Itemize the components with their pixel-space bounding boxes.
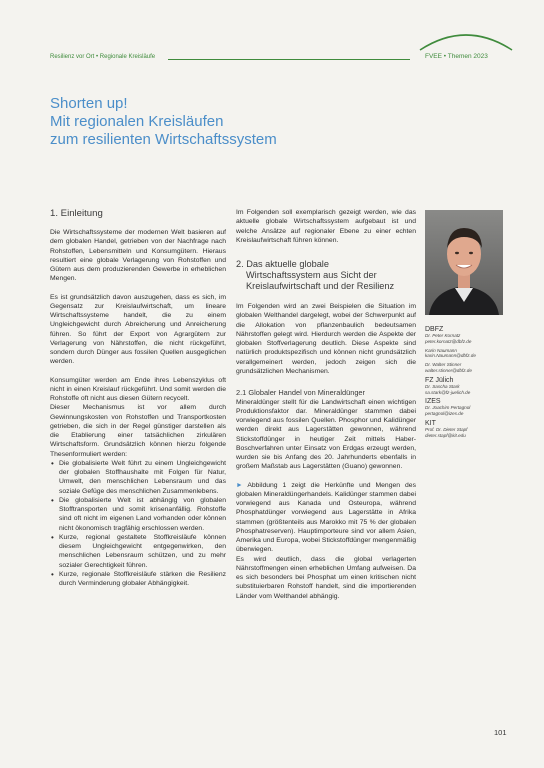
list-item: • Kurze, regional gestaltete Stoffkreisläufe können diesem Ungleichgewicht entgegenwirken, den menschlichen Lebensraum schützen, und zu mehr sozialer Gerechtigkeit führen.: [50, 533, 226, 570]
running-header-left: Resilienz vor Ort • Regionale Kreisläufe: [50, 54, 156, 60]
header-rule: [168, 59, 410, 60]
heading-line: Wirtschaftssystem aus Sicht der: [246, 270, 377, 280]
paragraph: Konsumgüter werden am Ende ihres Lebenszyklus oft nicht in einen Kreislauf rückgeführt. Und somit werden die Rohstoffe oft nicht aus diesen Gütern recycelt.: [50, 376, 226, 402]
author-org: DBFZ: [425, 326, 444, 333]
author-email: karin.Naumann@dbfz.de: [425, 353, 476, 359]
author-org: IZES: [425, 398, 441, 406]
heading-line: Kreislaufwirtschaft und der Resilienz: [246, 281, 395, 291]
running-header-right: FVEE • Themen 2023: [425, 53, 488, 60]
page-number: 101: [494, 728, 507, 737]
author-entry: [425, 427, 515, 439]
author-entry: [425, 384, 515, 396]
title-line-3: zum resilienten Wirtschaftssystem: [50, 131, 277, 148]
paragraph: Es ist grundsätzlich davon auszugehen, dass es sich, im Gegensatz zur Kreislaufwirtschaft, um lineare Wirtschaftssysteme handelt, die zu einem Ungleichgewicht durch Abreicherung und Anreicherung führen. So führt der Export von Agrargütern zur Verlagerung von Nährstoffen, die nicht rückgeführt, sondern durch Dünger aus fossilen Quellen ausgeglichen werden.: [50, 293, 226, 366]
paragraph: Im Folgenden wird an zwei Beispielen die Situation im globalen Welthandel dargelegt, wobei der Schwerpunkt auf die Allokation von pflanzenbaulich bedeutsamen Nährstoffen gelegt wird. Hierdurch werden die Aspekte der globalen Stoffverlagerung deutlich. Diese Aspekte sind natürlich produktspezifisch und können nicht grundsätzlich verallgemeinert werden, jedoch zeigen sich die grundsätzlichen Mechanismen.: [236, 303, 416, 375]
section-heading-1: 1. Einleitung: [50, 208, 103, 219]
paragraph: Es wird deutlich, dass die global verlagerten Nährstoffmengen einen erheblichen Umfang aufweisen. Da es sich besonders bei Phosphat um einen kritischen nicht substituierbaren Rohstoff handelt, sind die importierenden Länder vom Welthandel abhängig.: [236, 555, 416, 600]
author-name: Karin Naumann: [425, 347, 457, 353]
title-line-1: Shorten up!: [50, 95, 128, 112]
title-line-2: Mit regionalen Kreisläufen: [50, 113, 224, 130]
author-email: peter.kornatz@dbfz.de: [425, 338, 472, 344]
paragraph: Dieser Mechanismus ist vor allem durch Gewinnungskosten von Rohstoffen und Transportkosten getrieben, die sich in der Regel günstiger darstellen als die Etablierung einer tatsächlichen zirkulären Wirtschaftsform. Grundsätzlich können hierzu folgende Thesenformuliert werden:: [50, 404, 226, 458]
portrait-illustration: [425, 210, 503, 315]
author-org: KIT: [425, 419, 436, 427]
author-email: walter.stinner@dbfz.de: [425, 367, 472, 373]
author-photo: [425, 210, 503, 315]
paragraph: Im Folgenden soll exemplarisch gezeigt werden, wie das aktuelle globale Wirtschaftssystem aufgebaut ist und welche Ansätze auf regionaler Ebene zu einer echten Kreislaufwirtschaft führen können.: [236, 209, 416, 244]
list-item: • Die globalisierte Welt führt zu einem Ungleichgewicht der globalen Stoffhaushalte mit Folgen für Natur, Umwelt, den menschlichen Lebensraum und das soziale Gefüge des menschlichen Zusammenlebens.: [50, 459, 226, 496]
author-name: Dr. Sascha Stark: [425, 383, 460, 389]
author-email: pertagnol@izes.de: [425, 411, 464, 417]
list-item: • Kurze, regionale Stoffkreisläufe stärken die Resilienz durch Verminderung globaler Abhängigkeit.: [50, 570, 226, 589]
column-1: [50, 208, 226, 588]
heading-line: 2. Das aktuelle globale: [236, 259, 329, 269]
author-org: FZ Jülich: [425, 376, 454, 384]
paragraph: [236, 481, 416, 555]
section-heading-2: [236, 259, 416, 292]
paragraph: Mineraldünger stellt für die Landwirtschaft einen wichtigen Produktionsfaktor dar. Mineraldünger stammen dabei vorwiegend aus fossilen Quellen. Phosphor und Kalidünger werden direkt aus Lagerstätten gewonnen, während Stickstoffdünger in heutiger Zeit mittels Haber-Boschverfahren unter Einsatz von Erdgas erzeugt werden, wurden sie bis Anfang des 20. Jahrhunderts ebenfalls in großem Maßstab aus Lagerstätten (Guano) gewonnen.: [236, 398, 416, 471]
author-entry: [425, 362, 515, 374]
subsection-heading: 2.1 Globaler Handel von Mineraldünger: [236, 388, 366, 397]
author-name: Dr. Joachim Pertagnol: [425, 405, 471, 411]
author-name: Dr. Peter Kornatz: [425, 333, 461, 338]
header-arc-decoration: [418, 26, 514, 52]
author-entry: [425, 348, 515, 360]
thesis-list: [50, 459, 226, 589]
author-name: Prof. Dr. Dieter Stapf: [425, 426, 468, 432]
article-title: [50, 95, 380, 149]
list-item: • Die globalisierte Welt ist abhängig von globalen Stofftransporten und somit krisenanfällig. Rohstoffe sind oft nicht im eigenen Land vorhanden oder können nicht ökonomisch tragfähig erschlossen werden.: [50, 496, 226, 533]
author-name: Dr. Walter Stinner: [425, 362, 462, 368]
author-list: [425, 324, 515, 442]
author-email: sa.stark@fz-juelich.de: [425, 389, 471, 395]
figure-reference-arrow-icon: ►: [236, 481, 243, 489]
author-entry: [425, 405, 515, 417]
paragraph: Die Wirtschaftssysteme der modernen Welt basieren auf dem globalen Handel, getrieben von der Nachfrage nach Rohstoffen, Lebensmitteln und Konsumgütern. Hieraus resultiert eine globale Verlagerung von Rohstoffen und Gütern aus dem produzierenden Gewerbe in erheblichen Mengen.: [50, 229, 226, 283]
author-entry: [425, 333, 515, 345]
author-email: dieter.stapf@kit.edu: [425, 432, 466, 438]
column-2: [236, 208, 416, 601]
paragraph-text: Abbildung 1 zeigt die Herkünfte und Mengen des globalen Mineraldüngerhandels. Kalidünger stammen dabei vorwiegend aus Kanada und Osteuropa, während Phosphatdünger vorwiegend aus Lagerstätte in Afrika stammen (größtenteils aus Marokko mit 75 % der globalen Phosphatreserven). Hauptimporteure sind vor allem Asien, Amerika und Europa, wobei Stickstoffdünger mengenmäßig überwiegen.: [236, 481, 416, 554]
